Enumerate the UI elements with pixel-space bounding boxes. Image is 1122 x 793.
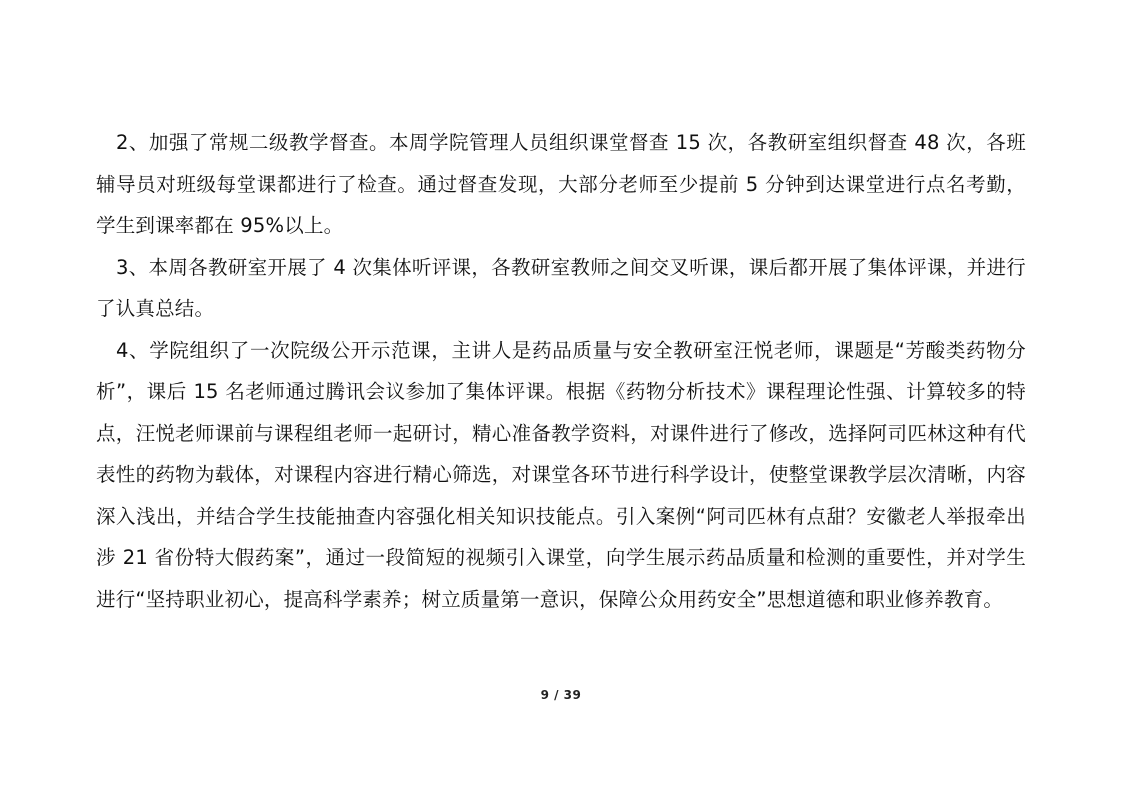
paragraph-supervision: 2、加强了常规二级教学督查。本周学院管理人员组织课堂督查 15 次，各教研室组织督查 48 次，各班辅导员对班级每堂课都进行了检查。通过督查发现，大部分老师至少提前 5 分钟到达课堂进行点名考勤，学生到课率都在 95%以上。	[96, 131, 1026, 237]
paragraph-demo-class: 4、学院组织了一次院级公开示范课，主讲人是药品质量与安全教研室汪悦老师，课题是“芳酸类药物分析”，课后 15 名老师通过腾讯会议参加了集体评课。根据《药物分析技术》课程理论性强、计算较多的特点，汪悦老师课前与课程组老师一起研讨，精心准备教学资料，对课件进行了修改，选择阿司匹林这种有代表性的药物为载体，对课程内容进行精心筛选，对课堂各环节进行科学设计，使整堂课教学层次清晰，内容深入浅出，并结合学生技能抽查内容强化相关知识技能点。引入案例“阿司匹林有点甜？安徽老人举报牵出涉 21 省份特大假药案”，通过一段简短的视频引入课堂，向学生展示药品质量和检测的重要性，并对学生进行“坚持职业初心，提高科学素养；树立质量第一意识，保障公众用药安全”思想道德和职业修养教育。	[96, 338, 1026, 611]
page-number: 9 / 39	[540, 688, 582, 702]
document-body	[96, 122, 1026, 620]
paragraph-lesson-review: 3、本周各教研室开展了 4 次集体听评课，各教研室教师之间交叉听课，课后都开展了集体评课，并进行了认真总结。	[96, 255, 1026, 320]
